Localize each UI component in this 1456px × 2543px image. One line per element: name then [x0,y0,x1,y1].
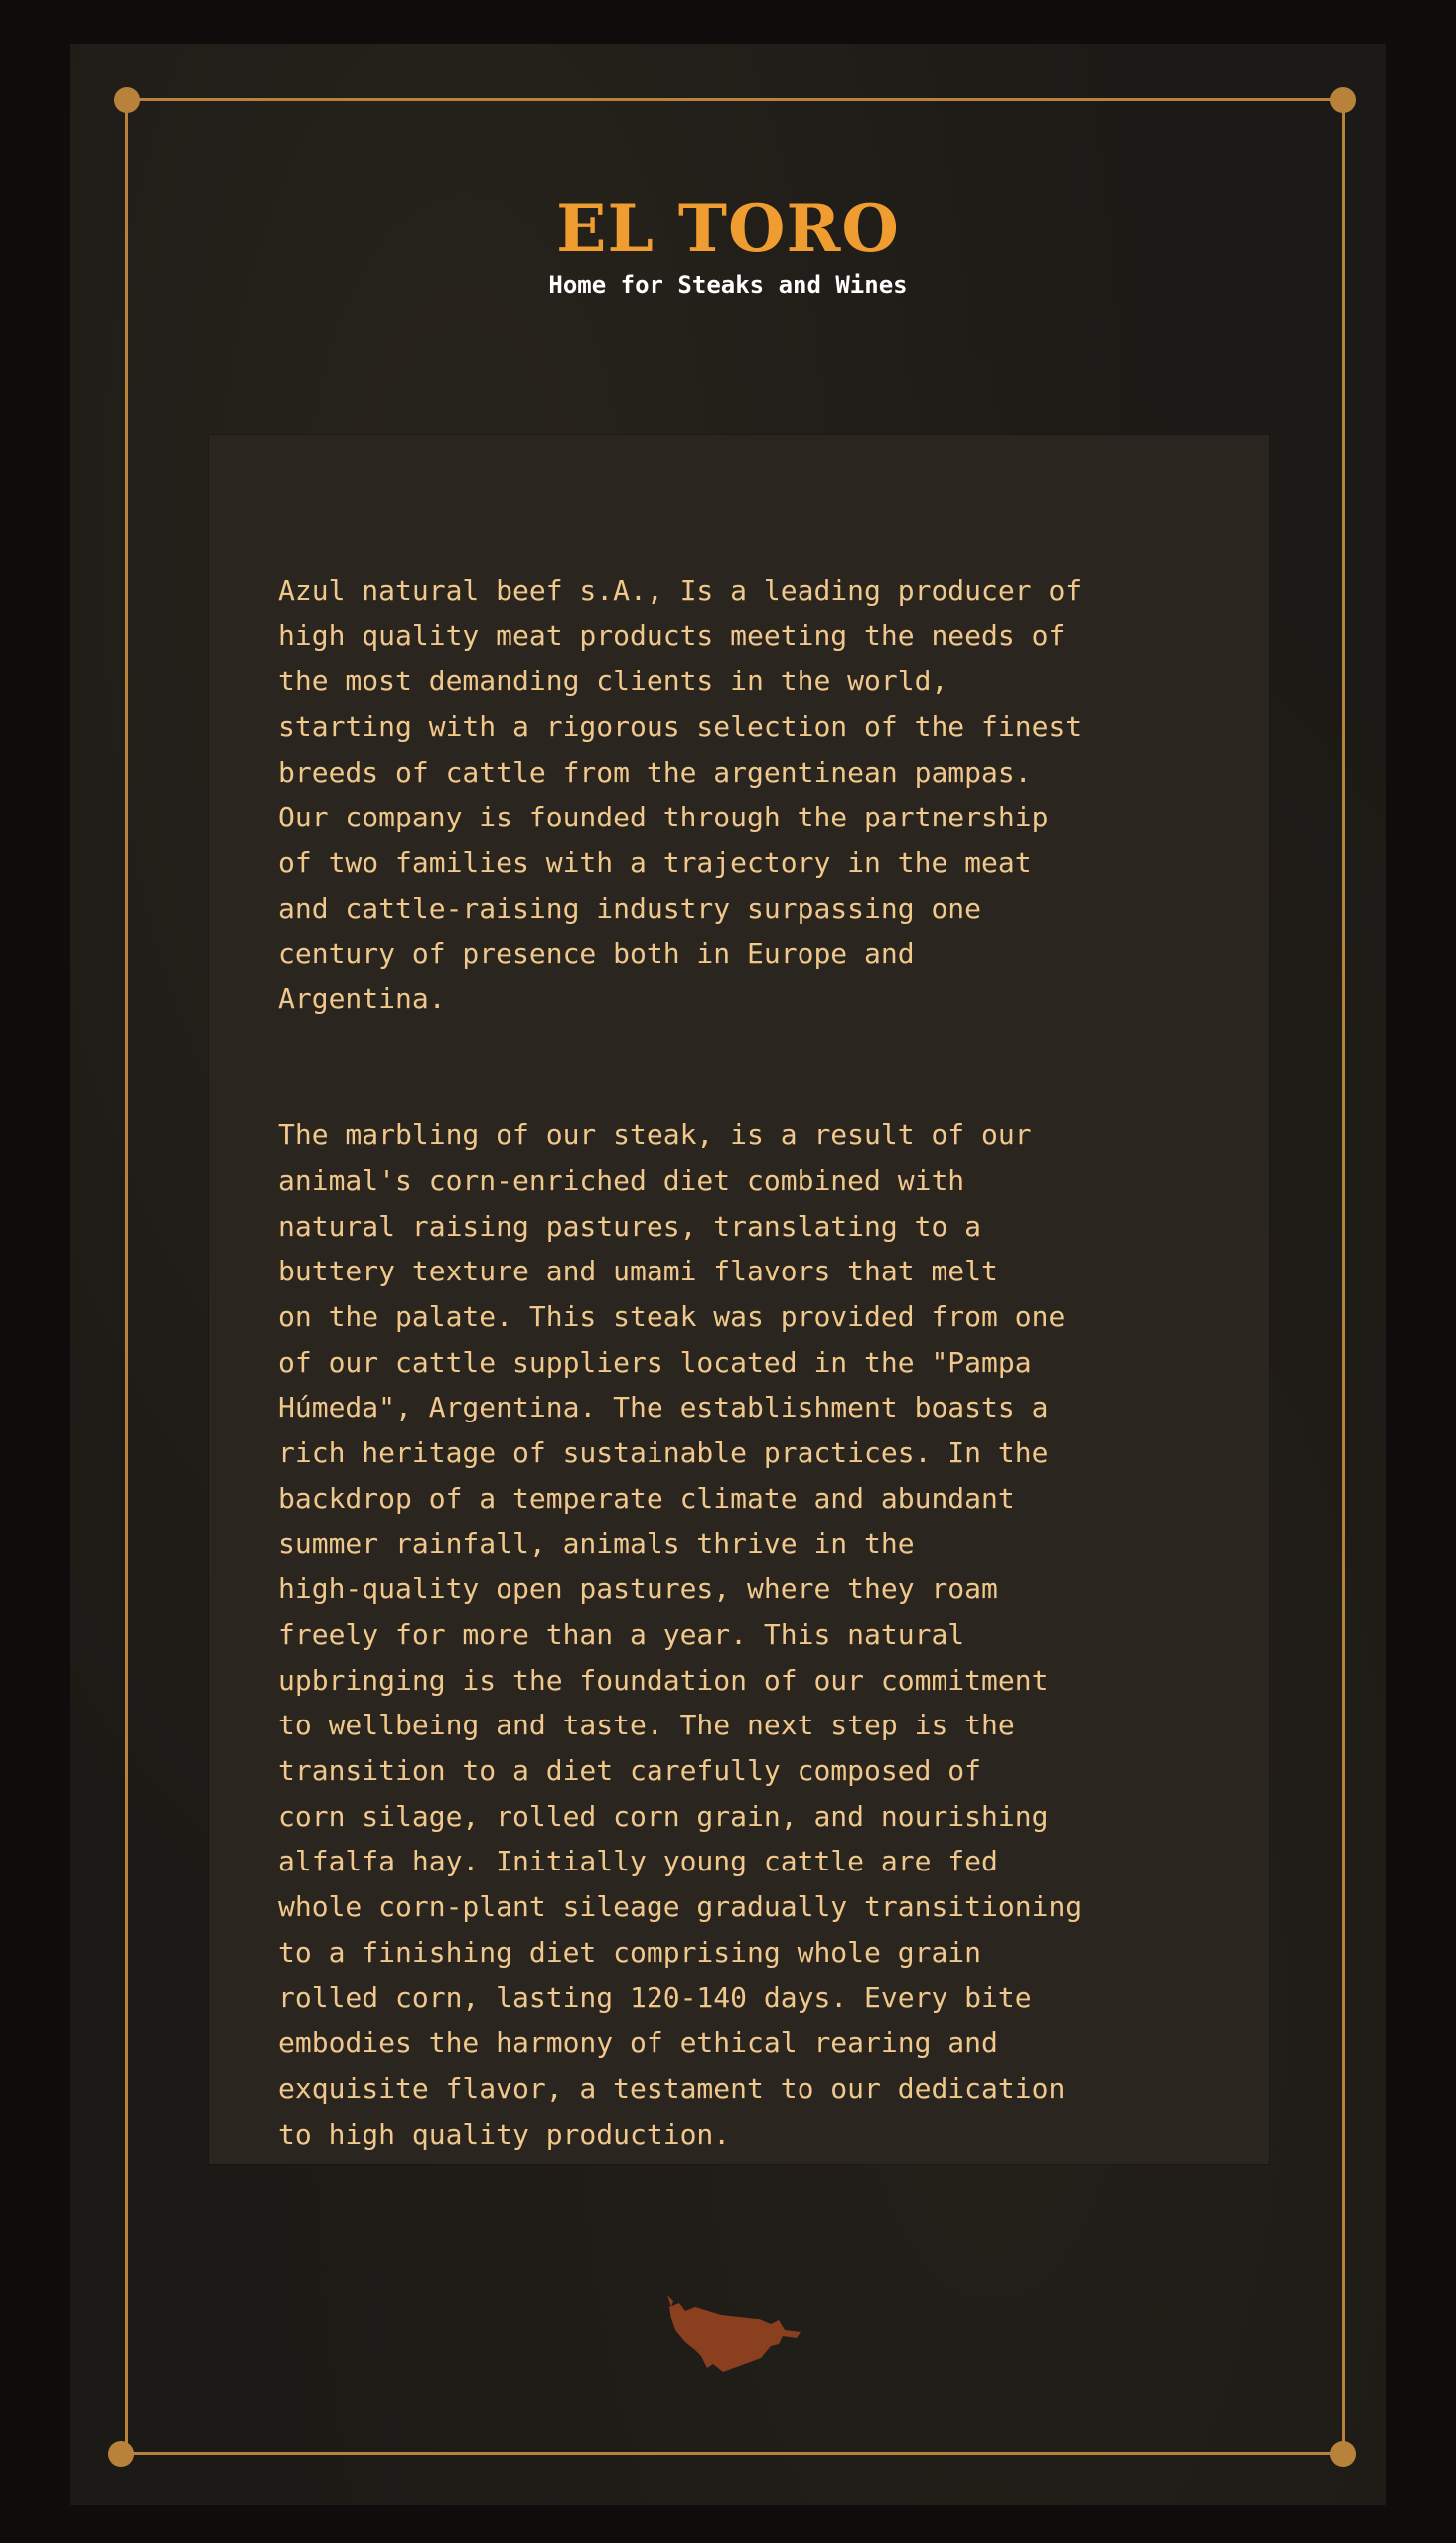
content-text [278,523,1232,2202]
frame-corner-bottom-left [108,2441,134,2467]
brand-tagline: Home for Steaks and Wines [548,271,908,299]
frame-corner-bottom-right [1330,2441,1356,2467]
frame-border-right [1342,99,1345,2454]
page-header [0,189,1456,302]
frame-border-top [125,98,1343,101]
bull-icon [661,2285,804,2376]
paragraph-company: Azul natural beef s.A., Is a leading producer of high quality meat products meeting the needs of the most demanding clients in the world, starting with a rigorous selection of the finest breeds of cattle from the argentinean pampas. Our company is founded through the partnership of two families with a trajectory in the meat and cattle-raising industry surpassing one century of presence both in Europe and Argentina. [278,573,1083,1016]
paragraph-marbling: The marbling of our steak, is a result of our animal's corn-enriched diet combined with natural raising pastures, translating to a buttery texture and umami flavors that melt on the palate. This steak was provided from one of our cattle suppliers located in the "Pampa Húmeda", Argentina. The establishment boasts a rich heritage of sustainable practices. In the backdrop of a temperate climate and abundant summer rainfall, animals thrive in the high-quality open pastures, where they roam freely for more than a year. This natural upbringing is the foundation of our commitment to wellbeing and taste. The next step is the transition to a diet carefully composed of corn silage, rolled corn grain, and nourishing alfalfa hay. Initially young cattle are fed whole corn-plant sileage gradually transitioning to a finishing diet comprising whole grain rolled corn, lasting 120-140 days. Every bite embodies the harmony of ethical rearing and exquisite flavor, a testament to our dedication to high quality production. [278,1119,1083,2151]
content-card [209,435,1269,2164]
frame-border-left [125,99,128,2454]
brand-title: EL TORO [556,190,900,267]
frame-border-bottom [121,2452,1343,2455]
frame-corner-top-left [114,87,140,113]
frame-corner-top-right [1330,87,1356,113]
